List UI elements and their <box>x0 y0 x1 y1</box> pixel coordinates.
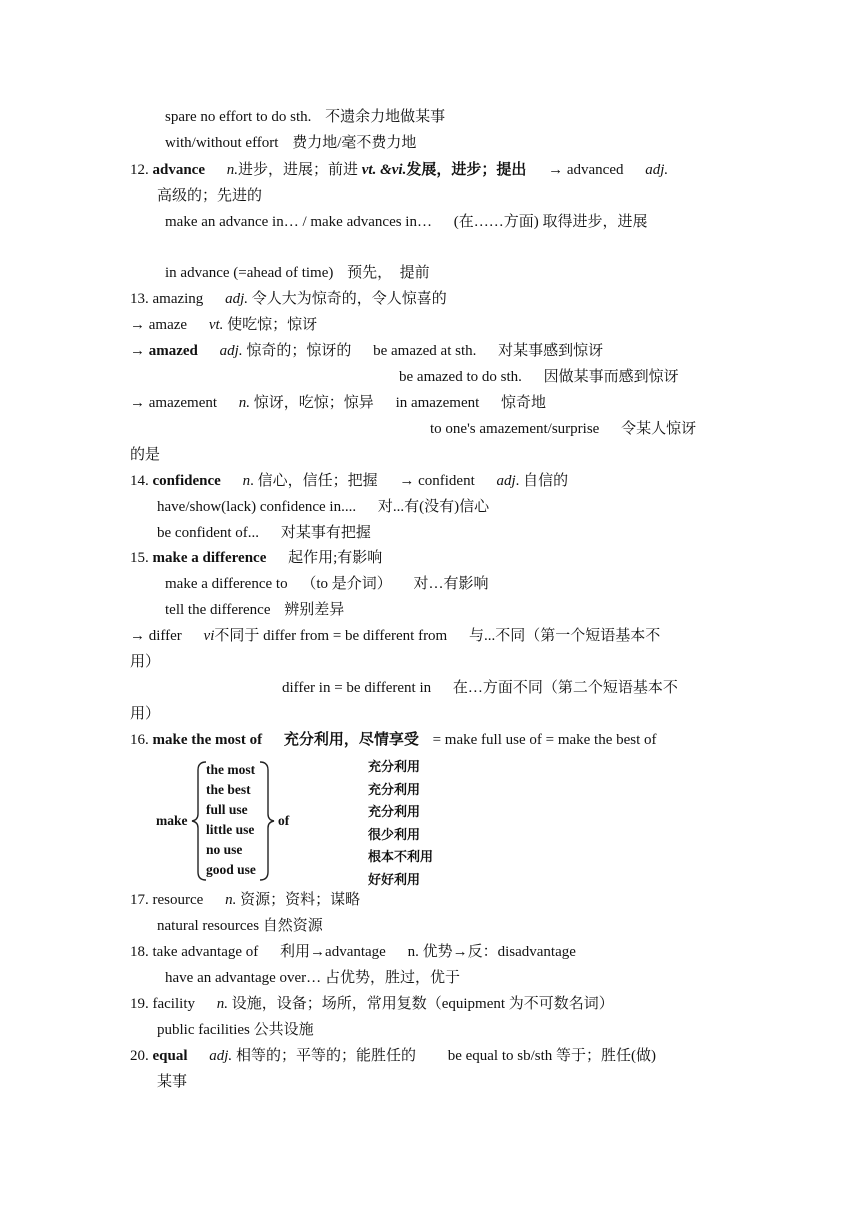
phrase-text: make an advance in… / make advances in… <box>165 214 432 230</box>
phrase-line <box>165 212 647 232</box>
phrase-line <box>157 1020 314 1040</box>
phrase-line <box>157 916 323 936</box>
derived-word: → amazed <box>130 343 198 359</box>
phrase-meaning: 不遗余力地做某事 <box>325 109 446 125</box>
figure-option: little use <box>206 822 255 837</box>
figure-option: good use <box>206 862 256 877</box>
entry-19-headline <box>130 994 614 1014</box>
part-of-speech: n. <box>225 892 237 908</box>
definition: 设施，设备；场所，常用复数（equipment 为不可数名词） <box>231 996 614 1012</box>
part-of-speech: adj. <box>645 162 669 178</box>
part-of-speech: adj <box>496 473 516 489</box>
figure-option: no use <box>206 842 243 857</box>
definition: 惊讶，吃惊；惊异 <box>253 395 374 411</box>
phrase-text: have an advantage over… <box>165 970 322 986</box>
phrase-line <box>165 263 430 283</box>
phrase-text: be equal to sb/sth <box>447 1048 553 1064</box>
phrase-meaning: 在…方面不同（第二个短语基本不 <box>452 680 678 696</box>
figure-meaning: 很少利用 <box>368 826 421 842</box>
phrase-text: natural resources <box>157 918 260 934</box>
phrase-meaning: 等于；胜任(做) <box>556 1048 657 1064</box>
make-of-figure <box>150 756 460 886</box>
part-of-speech: n. <box>238 395 251 411</box>
entry-number: 12. <box>130 162 149 178</box>
phrase-line <box>282 678 678 698</box>
entry-20-headline <box>130 1046 656 1066</box>
phrase-line <box>165 133 416 153</box>
phrase-text: in amazement <box>395 395 480 411</box>
phrase-line <box>165 574 489 594</box>
figure-meaning: 根本不利用 <box>368 849 434 864</box>
derived-line <box>130 393 546 413</box>
phrase-meaning: 辨别差异 <box>284 602 345 618</box>
part-of-speech: vi <box>203 628 215 644</box>
entry-number: 15. <box>130 550 149 566</box>
phrase-meaning: 的是 <box>130 447 161 463</box>
figure-of-label: of <box>278 813 290 828</box>
entry-number: 14. <box>130 473 149 489</box>
entry-14-headline <box>130 471 568 491</box>
figure-make-label: make <box>156 813 188 828</box>
derived-word: → amazement <box>130 395 218 411</box>
headword: amazing <box>152 291 204 307</box>
part-of-speech: vt. <box>208 317 224 333</box>
phrase-line <box>165 107 445 127</box>
headword: make a difference <box>152 550 267 566</box>
phrase-meaning: 令某人惊讶 <box>621 421 697 437</box>
phrase-text: be confident of... <box>157 525 260 541</box>
phrase-text: be amazed to do sth. <box>399 369 522 385</box>
entry-number: 19. <box>130 996 149 1012</box>
part-of-speech: vt. &vi. <box>361 162 407 178</box>
definition: 令人大为惊奇的，令人惊喜的 <box>251 291 447 307</box>
phrase-meaning: 对某事有把握 <box>280 525 371 541</box>
figure-meaning: 充分利用 <box>368 804 421 819</box>
entry-13-headline <box>130 289 447 309</box>
figure-meaning: 充分利用 <box>368 781 421 797</box>
part-of-speech: adj. <box>209 1048 233 1064</box>
definition: 惊奇的；惊讶的 <box>246 343 352 359</box>
phrase-line <box>165 600 344 620</box>
phrase-text: have/show(lack) confidence in.... <box>157 499 357 515</box>
definition: 高级的；先进的 <box>157 188 263 204</box>
figure-meanings <box>368 756 433 891</box>
phrase-line-cont <box>130 704 160 724</box>
definition: 使吃惊；惊讶 <box>227 317 318 333</box>
definition: 进步，进展；前进 <box>238 162 359 178</box>
phrase-line <box>157 497 489 517</box>
part-of-speech: n. <box>407 944 419 960</box>
phrase-meaning: 惊奇地 <box>501 395 547 411</box>
phrase-line <box>165 968 460 988</box>
headword: make the most of <box>152 732 263 748</box>
left-brace <box>192 762 206 880</box>
phrase-text: with/without effort <box>165 135 279 151</box>
entry-number: 18. <box>130 944 149 960</box>
entry-16-headline <box>130 730 657 750</box>
entry-number: 17. <box>130 892 149 908</box>
part-of-speech: adj. <box>225 291 248 307</box>
phrase-meaning: 自然资源 <box>262 918 323 934</box>
derived-word: → amaze <box>130 317 188 333</box>
definition: 资源；资料；谋略 <box>240 892 361 908</box>
part-of-speech: n. <box>216 996 228 1012</box>
phrase-meaning: 公共设施 <box>253 1022 314 1038</box>
figure-option: the most <box>206 762 256 777</box>
phrase-meaning: 对…有影响 <box>413 576 489 592</box>
equivalent-phrases: = make full use of = make the best of <box>432 732 657 748</box>
figure-option: the best <box>206 782 251 797</box>
headword: confidence <box>152 473 221 489</box>
phrase-text: be amazed at sth. <box>373 343 477 359</box>
phrase-meaning: 因做某事而感到惊讶 <box>543 369 679 385</box>
phrase-text: differ in = be different in <box>282 680 432 696</box>
derived-word: → differ <box>130 628 182 644</box>
phrase-line <box>157 523 371 543</box>
phrase-meaning: 费力地/毫不费力地 <box>292 135 417 151</box>
definition: 充分利用，尽情享受 <box>283 732 419 748</box>
derived-line <box>130 626 660 646</box>
part-of-speech: n <box>242 473 251 489</box>
right-brace <box>260 762 274 880</box>
entry-17-headline <box>130 890 360 910</box>
definition: 相等的；平等的；能胜任的 <box>235 1048 416 1064</box>
entry-number: 20. <box>130 1048 149 1064</box>
headword: facility <box>152 996 195 1012</box>
phrase-text: in advance (=ahead of time) <box>165 265 334 281</box>
headword: advance <box>152 162 205 178</box>
definition: 起作用;有影响 <box>288 550 383 566</box>
definition: 发展，进步；提出 <box>406 162 527 178</box>
phrase-meaning: 对某事感到惊讶 <box>498 343 604 359</box>
headword: equal <box>152 1048 188 1064</box>
phrase-text: tell the difference <box>165 602 271 618</box>
phrase-line <box>430 419 696 439</box>
definition: . 信心，信任；把握 <box>250 473 378 489</box>
definition: 利用→advantage <box>280 944 386 960</box>
definition: . 自信的 <box>515 473 569 489</box>
phrase-line-cont <box>130 445 160 465</box>
phrase-meaning: 与...不同（第一个短语基本不 <box>468 628 661 644</box>
phrase-meaning: 用） <box>130 706 161 722</box>
definition: 不同于 <box>214 628 260 644</box>
derived-word: → advanced <box>548 162 624 178</box>
phrase-line-cont <box>130 652 160 672</box>
phrase-meaning: 用） <box>130 654 161 670</box>
definition: 优势→反：disadvantage <box>422 944 576 960</box>
entry-12-cont <box>157 186 262 206</box>
phrase-meaning: 对...有(没有)信心 <box>377 499 490 515</box>
phrase-line-cont <box>157 1072 187 1092</box>
figure-option: full use <box>206 802 248 817</box>
phrase-text: make a difference to <box>165 576 288 592</box>
phrase-meaning: (在……方面) 取得进步，进展 <box>453 214 648 230</box>
phrase-line <box>399 367 679 387</box>
phrase-meaning: 占优势，胜过，优于 <box>324 970 460 986</box>
phrase-text: differ from = be different from <box>263 628 448 644</box>
phrase-meaning: 预先， 提前 <box>347 265 430 281</box>
phrase-text: to one's amazement/surprise <box>430 421 600 437</box>
phrase-text: public facilities <box>157 1022 250 1038</box>
entry-18-headline <box>130 942 576 962</box>
phrase-text: spare no effort to do sth. <box>165 109 312 125</box>
derived-line <box>130 315 317 335</box>
derived-line <box>130 341 603 361</box>
phrase-note: （to 是介词） <box>301 576 392 592</box>
entry-12-headline <box>130 160 668 180</box>
figure-meaning: 好好利用 <box>368 871 421 887</box>
part-of-speech: n. <box>226 162 238 178</box>
entry-number: 16. <box>130 732 149 748</box>
entry-15-headline <box>130 548 382 568</box>
phrase-meaning: 某事 <box>157 1074 188 1090</box>
entry-number: 13. <box>130 291 149 307</box>
figure-options <box>206 760 256 880</box>
part-of-speech: adj. <box>219 343 243 359</box>
figure-meaning: 充分利用 <box>368 759 421 774</box>
headword: take advantage of <box>152 944 259 960</box>
derived-word: → confident <box>399 473 475 489</box>
headword: resource <box>152 892 204 908</box>
